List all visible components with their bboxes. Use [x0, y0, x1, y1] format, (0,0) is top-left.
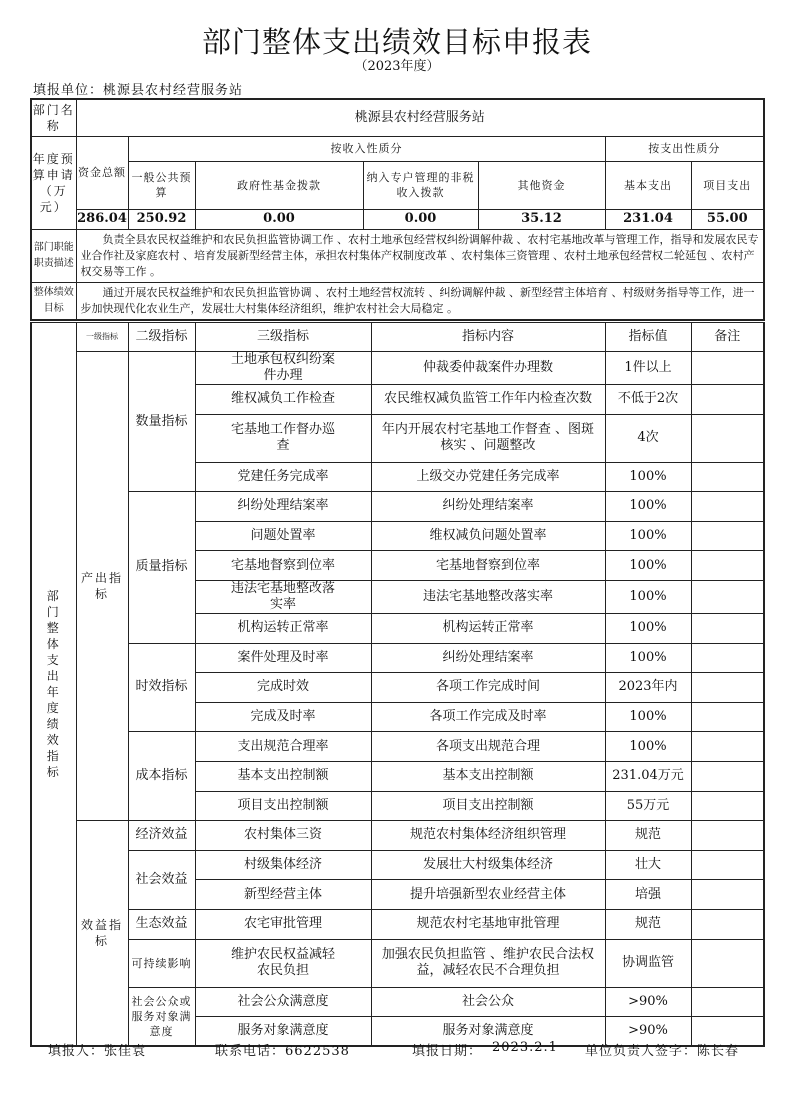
- indicator-content: 规范农村集体经济组织管理: [371, 821, 605, 851]
- level2-indicator: 可持续影响: [128, 939, 195, 987]
- indicator-row: [31, 643, 764, 673]
- level3-indicator: 机构运转正常率: [195, 613, 371, 643]
- indicator-row: [31, 492, 764, 522]
- indicator-note: [691, 414, 764, 462]
- level2-indicator: 成本指标: [128, 732, 195, 821]
- level3-indicator: 基本支出控制额: [195, 761, 371, 791]
- total-label: 资金总额: [76, 136, 128, 209]
- level1-header: 一级指标: [76, 323, 128, 352]
- level3-indicator: 新型经营主体: [195, 880, 371, 910]
- indicator-content: 纠纷处理结案率: [371, 643, 605, 673]
- indicator-row: [31, 732, 764, 762]
- indicator-value: 100%: [605, 613, 691, 643]
- dept-name-value: 桃源县农村经营服务站: [76, 99, 764, 136]
- col-other: 其他资金: [478, 161, 605, 209]
- col-project: 项目支出: [691, 161, 764, 209]
- indicator-value: 100%: [605, 551, 691, 581]
- col-gov-fund: 政府性基金拨款: [195, 161, 363, 209]
- indicator-content: 上级交办党建任务完成率: [371, 462, 605, 492]
- indicator-note: [691, 909, 764, 939]
- indicator-note: [691, 987, 764, 1017]
- level3-indicator: 问题处置率: [195, 521, 371, 551]
- content-header: 指标内容: [371, 323, 605, 352]
- budget-table: [30, 98, 765, 321]
- level3-indicator: 支出规范合理率: [195, 732, 371, 762]
- basic-value: 231.04: [605, 209, 691, 229]
- indicator-row: [31, 352, 764, 385]
- reporting-unit: 填报单位：桃源县农村经营服务站: [33, 83, 244, 98]
- indicator-content: 机构运转正常率: [371, 613, 605, 643]
- indicator-value: 100%: [605, 521, 691, 551]
- level3-indicator: 违法宅基地整改落实率: [195, 580, 371, 613]
- indicator-content: 年内开展农村宅基地工作督查 、图斑核实 、问题整改: [371, 414, 605, 462]
- indicator-note: [691, 580, 764, 613]
- indicator-row: [31, 850, 764, 880]
- level2-header: 二级指标: [128, 323, 195, 352]
- indicator-content: 发展壮大村级集体经济: [371, 850, 605, 880]
- indicator-content: 各项工作完成时间: [371, 673, 605, 703]
- level1-indicator: 效益指标: [76, 821, 128, 1047]
- indicator-note: [691, 880, 764, 910]
- level2-indicator: 经济效益: [128, 821, 195, 851]
- level3-indicator: 党建任务完成率: [195, 462, 371, 492]
- indicator-value: 100%: [605, 492, 691, 522]
- indicator-content: 提升培强新型农业经营主体: [371, 880, 605, 910]
- level3-indicator: 宅基地督察到位率: [195, 551, 371, 581]
- indicator-note: [691, 643, 764, 673]
- indicator-value: 培强: [605, 880, 691, 910]
- indicator-content: 规范农村宅基地审批管理: [371, 909, 605, 939]
- report-year: （2023年度）: [354, 59, 440, 74]
- indicator-row: [31, 987, 764, 1017]
- indicator-content: 维权减负问题处置率: [371, 521, 605, 551]
- indicator-note: [691, 850, 764, 880]
- level2-indicator: 社会效益: [128, 850, 195, 909]
- value-header: 指标值: [605, 323, 691, 352]
- indicator-row: [31, 939, 764, 987]
- indicator-value: 规范: [605, 821, 691, 851]
- level2-indicator: 生态效益: [128, 909, 195, 939]
- indicator-note: [691, 352, 764, 385]
- indicator-note: [691, 385, 764, 415]
- indicator-note: [691, 791, 764, 821]
- indicator-content: 社会公众: [371, 987, 605, 1017]
- indicator-value: 231.04万元: [605, 761, 691, 791]
- phone: 联系电话：6622538: [215, 1044, 350, 1059]
- goal-label: 整体绩效目标: [31, 282, 76, 320]
- col-nontax: 纳入专户管理的非税收入拨款: [363, 161, 478, 209]
- indicator-value: 1件以上: [605, 352, 691, 385]
- indicator-content: 服务对象满意度: [371, 1017, 605, 1047]
- indicator-note: [691, 613, 764, 643]
- indicator-value: 4次: [605, 414, 691, 462]
- indicator-note: [691, 521, 764, 551]
- indicator-value: 100%: [605, 580, 691, 613]
- indicator-value: 100%: [605, 732, 691, 762]
- level3-indicator: 维权减负工作检查: [195, 385, 371, 415]
- level3-indicator: 农宅审批管理: [195, 909, 371, 939]
- duties-label: 部门职能职责描述: [31, 229, 76, 282]
- indicator-content: 加强农民负担监管 、维护农民合法权益，减轻农民不合理负担: [371, 939, 605, 987]
- indicator-note: [691, 821, 764, 851]
- level2-indicator: 质量指标: [128, 492, 195, 643]
- indicator-note: [691, 761, 764, 791]
- indicator-content: 违法宅基地整改落实率: [371, 580, 605, 613]
- level3-indicator: 村级集体经济: [195, 850, 371, 880]
- indicator-note: [691, 702, 764, 732]
- indicator-note: [691, 732, 764, 762]
- indicator-value: 100%: [605, 462, 691, 492]
- level3-indicator: 维护农民权益减轻农民负担: [195, 939, 371, 987]
- level3-indicator: 案件处理及时率: [195, 643, 371, 673]
- indicator-content: 各项工作完成及时率: [371, 702, 605, 732]
- indicator-content: 宅基地督察到位率: [371, 551, 605, 581]
- filler: 填报人：张佳袁: [48, 1044, 147, 1059]
- date: 2023.2.1: [492, 1040, 558, 1055]
- indicator-value: 协调监管: [605, 939, 691, 987]
- indicator-content: 纠纷处理结案率: [371, 492, 605, 522]
- indicator-value: 不低于2次: [605, 385, 691, 415]
- indicator-content: 农民维权减负监管工作年内检查次数: [371, 385, 605, 415]
- indicator-content: 基本支出控制额: [371, 761, 605, 791]
- indicator-note: [691, 673, 764, 703]
- level3-indicator: 社会公众满意度: [195, 987, 371, 1017]
- project-value: 55.00: [691, 209, 764, 229]
- indicator-row: [31, 909, 764, 939]
- signer: 单位负责人签字：陈长春: [585, 1044, 740, 1059]
- indicator-note: [691, 462, 764, 492]
- indicator-value: >90%: [605, 987, 691, 1017]
- level3-indicator: 服务对象满意度: [195, 1017, 371, 1047]
- nontax-value: 0.00: [363, 209, 478, 229]
- indicator-side-label: 部门整体支出年度绩效指标: [31, 323, 76, 1047]
- level2-indicator: 社会公众或服务对象满意度: [128, 987, 195, 1046]
- indicator-table: [30, 322, 765, 1047]
- indicator-note: [691, 492, 764, 522]
- total-value: 286.04: [76, 209, 128, 229]
- indicator-value: 规范: [605, 909, 691, 939]
- level1-indicator: 产出指标: [76, 352, 128, 821]
- indicator-note: [691, 939, 764, 987]
- col-basic: 基本支出: [605, 161, 691, 209]
- level3-header: 三级指标: [195, 323, 371, 352]
- indicator-content: 仲裁委仲裁案件办理数: [371, 352, 605, 385]
- note-header: 备注: [691, 323, 764, 352]
- page-title: 部门整体支出绩效目标申报表: [201, 25, 592, 59]
- indicator-content: 项目支出控制额: [371, 791, 605, 821]
- general-budget-value: 250.92: [128, 209, 195, 229]
- indicator-value: >90%: [605, 1017, 691, 1047]
- duties-text: 负责全县农民权益维护和农民负担监管协调工作 、农村土地承包经营权纠纷调解仲裁 、农村宅基地改革与管理工作，指导和发展农民专业合作社及家庭农村 、培育发展新型经营主体，承担农村集体产权制度改革 、农村集体三资管理 、农村土地承包经营权二轮延包 、农村产权交易等工作 。: [76, 229, 764, 282]
- by-expense-label: 按支出性质分: [605, 136, 764, 161]
- budget-label: 年度预算申请（万元）: [31, 136, 76, 229]
- level3-indicator: 纠纷处理结案率: [195, 492, 371, 522]
- level2-indicator: 时效指标: [128, 643, 195, 732]
- level3-indicator: 完成时效: [195, 673, 371, 703]
- col-general-budget: 一般公共预算: [128, 161, 195, 209]
- dept-name-label: 部门名称: [31, 99, 76, 136]
- indicator-value: 55万元: [605, 791, 691, 821]
- indicator-value: 100%: [605, 702, 691, 732]
- goal-text: 通过开展农民权益维护和农民负担监管协调 、农村土地经营权流转 、纠纷调解仲裁 、新型经营主体培育 、村级财务指导等工作，进一步加快现代化农业生产，发展壮大村集体经济组织，维护农村社会大局稳定 。: [76, 282, 764, 320]
- indicator-row: [31, 821, 764, 851]
- date-label: 填报日期：: [412, 1044, 483, 1059]
- level3-indicator: 完成及时率: [195, 702, 371, 732]
- level2-indicator: 数量指标: [128, 352, 195, 492]
- indicator-content: 各项支出规范合理: [371, 732, 605, 762]
- by-income-label: 按收入性质分: [128, 136, 605, 161]
- level3-indicator: 宅基地工作督办巡查: [195, 414, 371, 462]
- indicator-value: 2023年内: [605, 673, 691, 703]
- indicator-value: 壮大: [605, 850, 691, 880]
- gov-fund-value: 0.00: [195, 209, 363, 229]
- indicator-value: 100%: [605, 643, 691, 673]
- indicator-note: [691, 551, 764, 581]
- level3-indicator: 土地承包权纠纷案件办理: [195, 352, 371, 385]
- other-value: 35.12: [478, 209, 605, 229]
- level3-indicator: 项目支出控制额: [195, 791, 371, 821]
- level3-indicator: 农村集体三资: [195, 821, 371, 851]
